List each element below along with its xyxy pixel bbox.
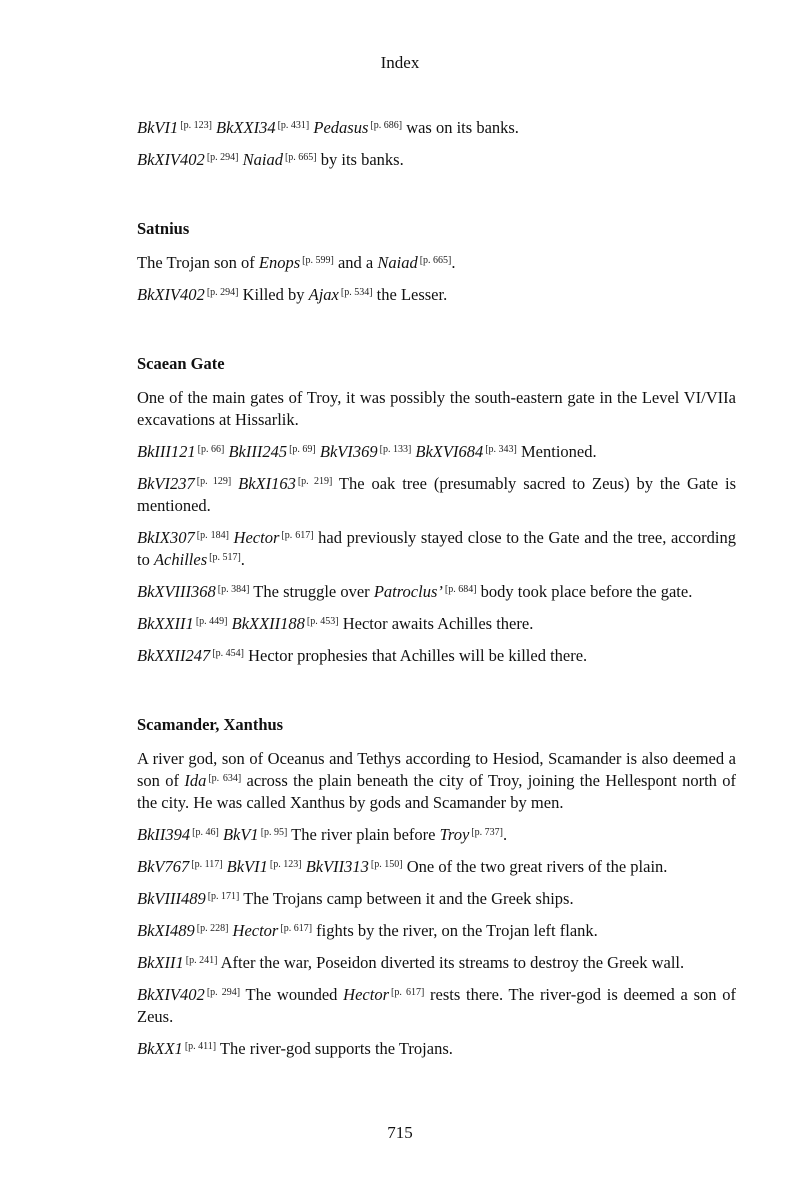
cross-reference-link[interactable]: BkXXII1 [137, 614, 194, 633]
entry-text: The river-god supports the Trojans. [216, 1039, 453, 1058]
entry-text: across the plain beneath the city of Troy, joining the Hellespont north of the city. He was called Xanthus by gods and Scamander by men. [137, 771, 736, 812]
entry-text: had previously stayed close to the Gate and the tree, according to [137, 528, 737, 569]
page-reference[interactable]: [p. 95] [260, 827, 288, 838]
cross-reference-link[interactable]: Naiad [377, 253, 418, 272]
page-reference[interactable]: [p. 123] [269, 859, 302, 870]
entry-text: and a [333, 253, 378, 272]
entry-line [137, 920, 736, 942]
entry-text: One of the two great rivers of the plain. [402, 857, 668, 876]
page-reference[interactable]: [p. 69] [289, 444, 316, 455]
page-reference[interactable]: [p. 737] [471, 827, 503, 838]
page-number: 715 [387, 1123, 413, 1142]
cross-reference-link[interactable]: Troy [439, 825, 470, 844]
cross-reference-link[interactable]: BkXXII188 [231, 614, 305, 633]
page-reference[interactable]: [p. 184] [196, 530, 229, 541]
cross-reference-link[interactable]: Naiad [242, 150, 283, 169]
entry-line [137, 613, 736, 635]
cross-reference-link[interactable]: Patroclus’ [373, 582, 443, 601]
cross-reference-link[interactable]: BkXX1 [137, 1039, 183, 1058]
section-gap [137, 677, 736, 714]
entry-text: . [502, 825, 508, 844]
page-reference[interactable]: [p. 449] [195, 616, 228, 627]
page-reference[interactable]: [p. 684] [444, 584, 477, 595]
entry-text: The oak tree (presumably sacred to Zeus) by the Gate is mentioned. [137, 474, 737, 515]
entry-line [137, 748, 736, 814]
cross-reference-link[interactable]: Ida [184, 771, 207, 790]
cross-reference-link[interactable]: BkVI369 [319, 442, 378, 461]
entry-line [137, 824, 736, 846]
page-reference[interactable]: [p. 241] [185, 955, 218, 966]
page-reference[interactable]: [p. 123] [180, 120, 212, 131]
cross-reference-link[interactable]: BkV767 [137, 857, 190, 876]
page-reference[interactable]: [p. 453] [306, 616, 339, 627]
cross-reference-link[interactable]: BkXIV402 [137, 285, 205, 304]
entry-line [137, 252, 736, 274]
page-reference[interactable]: [p. 228] [196, 923, 229, 934]
entry-line [137, 387, 736, 431]
cross-reference-link[interactable]: BkIX307 [137, 528, 195, 547]
entry-text: The struggle over [249, 582, 374, 601]
index-entry [137, 714, 736, 1060]
entry-text: After the war, Poseidon diverted its streams to destroy the Greek wall. [217, 953, 685, 972]
entry-line [137, 284, 736, 306]
page-reference[interactable]: [p. 343] [485, 444, 517, 455]
cross-reference-link[interactable]: BkXI163 [238, 474, 296, 493]
cross-reference-link[interactable]: BkII394 [137, 825, 191, 844]
cross-reference-link[interactable]: BkIII121 [137, 442, 196, 461]
cross-reference-link[interactable]: BkXI489 [137, 921, 195, 940]
entry-text: . [240, 550, 245, 569]
page-reference[interactable]: [p. 686] [370, 120, 403, 131]
entry-text: body took place before the gate. [476, 582, 693, 601]
cross-reference-link[interactable]: BkXVI684 [415, 442, 484, 461]
page-reference[interactable]: [p. 294] [206, 152, 239, 163]
cross-reference-link[interactable]: BkXXII247 [137, 646, 211, 665]
page-reference[interactable]: [p. 517] [209, 552, 241, 563]
entry-text: was on its banks. [402, 118, 519, 137]
entry-line [137, 527, 736, 571]
page-reference[interactable]: [p. 599] [302, 255, 334, 266]
cross-reference-link[interactable]: BkV1 [222, 825, 259, 844]
page-reference[interactable]: [p. 171] [207, 891, 240, 902]
index-entry [137, 353, 736, 667]
page-reference[interactable]: [p. 617] [281, 530, 314, 541]
entry-text: Hector prophesies that Achilles will be killed there. [243, 646, 588, 665]
cross-reference-link[interactable]: Achilles [153, 550, 208, 569]
page-reference[interactable]: [p. 384] [217, 584, 250, 595]
entry-line [137, 645, 736, 667]
cross-reference-link[interactable]: BkXII1 [137, 953, 184, 972]
page-reference[interactable]: [p. 411] [184, 1041, 217, 1052]
cross-reference-link[interactable]: BkXXI34 [216, 118, 276, 137]
page-reference[interactable]: [p. 617] [280, 923, 313, 934]
cross-reference-link[interactable]: BkVI1 [137, 118, 179, 137]
entry-line [137, 888, 736, 910]
entry-text: . [451, 253, 456, 272]
cross-reference-link[interactable]: Hector [233, 528, 280, 547]
entry-text: Hector awaits Achilles there. [338, 614, 534, 633]
cross-reference-link[interactable]: BkVI237 [137, 474, 195, 493]
page-reference[interactable]: [p. 133] [379, 444, 412, 455]
entry-text: by its banks. [316, 150, 404, 169]
cross-reference-link[interactable]: Hector [232, 921, 279, 940]
entry-line [137, 1038, 736, 1060]
index-entry [137, 218, 736, 306]
page-reference[interactable]: [p. 294] [206, 287, 239, 298]
running-header: Index [380, 53, 420, 72]
entry-text: The river plain before [287, 825, 440, 844]
entry-line [137, 984, 736, 1028]
entry-text: Mentioned. [516, 442, 597, 461]
cross-reference-link[interactable]: BkXIV402 [137, 985, 205, 1004]
entry-line [137, 952, 736, 974]
entry-text: the Lesser. [372, 285, 448, 304]
cross-reference-link[interactable]: Enops [258, 253, 301, 272]
page-reference[interactable]: [p. 46] [192, 827, 219, 838]
page-reference[interactable]: [p. 129] [196, 476, 232, 487]
cross-reference-link[interactable]: Hector [343, 985, 389, 1004]
cross-reference-link[interactable]: BkIII245 [228, 442, 288, 461]
page-reference[interactable]: [p. 665] [284, 152, 317, 163]
entry-text: One of the main gates of Troy, it was possibly the south-eastern gate in the Level VI/VIIa excavations at Hissarlik. [137, 388, 736, 429]
cross-reference-link[interactable]: Pedasus [313, 118, 369, 137]
entry-heading: Satnius [137, 219, 190, 238]
cross-reference-link[interactable]: BkXIV402 [137, 150, 205, 169]
entry-text: The Trojans camp between it and the Greek ships. [239, 889, 574, 908]
entry-text: A river god, son of Oceanus and Tethys according to Hesiod, Scamander is also deemed a son of [137, 749, 736, 790]
entry-line [137, 473, 736, 517]
page-reference[interactable]: [p. 294] [206, 987, 241, 998]
cross-reference-link[interactable]: BkXVIII368 [137, 582, 216, 601]
page-reference[interactable]: [p. 117] [191, 859, 223, 870]
entry-text: Killed by [238, 285, 309, 304]
cross-reference-link[interactable]: BkVIII489 [137, 889, 206, 908]
cross-reference-link[interactable]: BkVI1 [226, 857, 268, 876]
entry-line [137, 149, 736, 171]
section-gap [137, 181, 736, 218]
page-reference[interactable]: [p. 66] [197, 444, 225, 455]
entry-heading: Scaean Gate [137, 354, 225, 373]
entry-text: The wounded [240, 985, 344, 1004]
page-reference[interactable]: [p. 431] [277, 120, 310, 131]
page-reference[interactable]: [p. 454] [212, 648, 244, 659]
section-gap [137, 316, 736, 353]
index-content [137, 117, 736, 1070]
page-reference[interactable]: [p. 534] [340, 287, 373, 298]
index-entry [137, 117, 736, 171]
entry-heading: Scamander, Xanthus [137, 715, 284, 734]
entry-line [137, 856, 736, 878]
page-reference[interactable]: [p. 665] [419, 255, 452, 266]
entry-text: fights by the river, on the Trojan left flank. [312, 921, 598, 940]
page-reference[interactable]: [p. 150] [370, 859, 403, 870]
entry-line [137, 117, 736, 139]
entry-text: rests there. The river-god is deemed a son of Zeus. [137, 985, 737, 1026]
entry-line [137, 581, 736, 603]
entry-text: The Trojan son of [137, 253, 259, 272]
cross-reference-link[interactable]: BkVII313 [305, 857, 369, 876]
cross-reference-link[interactable]: Ajax [308, 285, 339, 304]
page-reference[interactable]: [p. 219] [297, 476, 333, 487]
page-reference[interactable]: [p. 634] [208, 773, 242, 784]
entry-line [137, 441, 736, 463]
page-reference[interactable]: [p. 617] [391, 987, 425, 998]
